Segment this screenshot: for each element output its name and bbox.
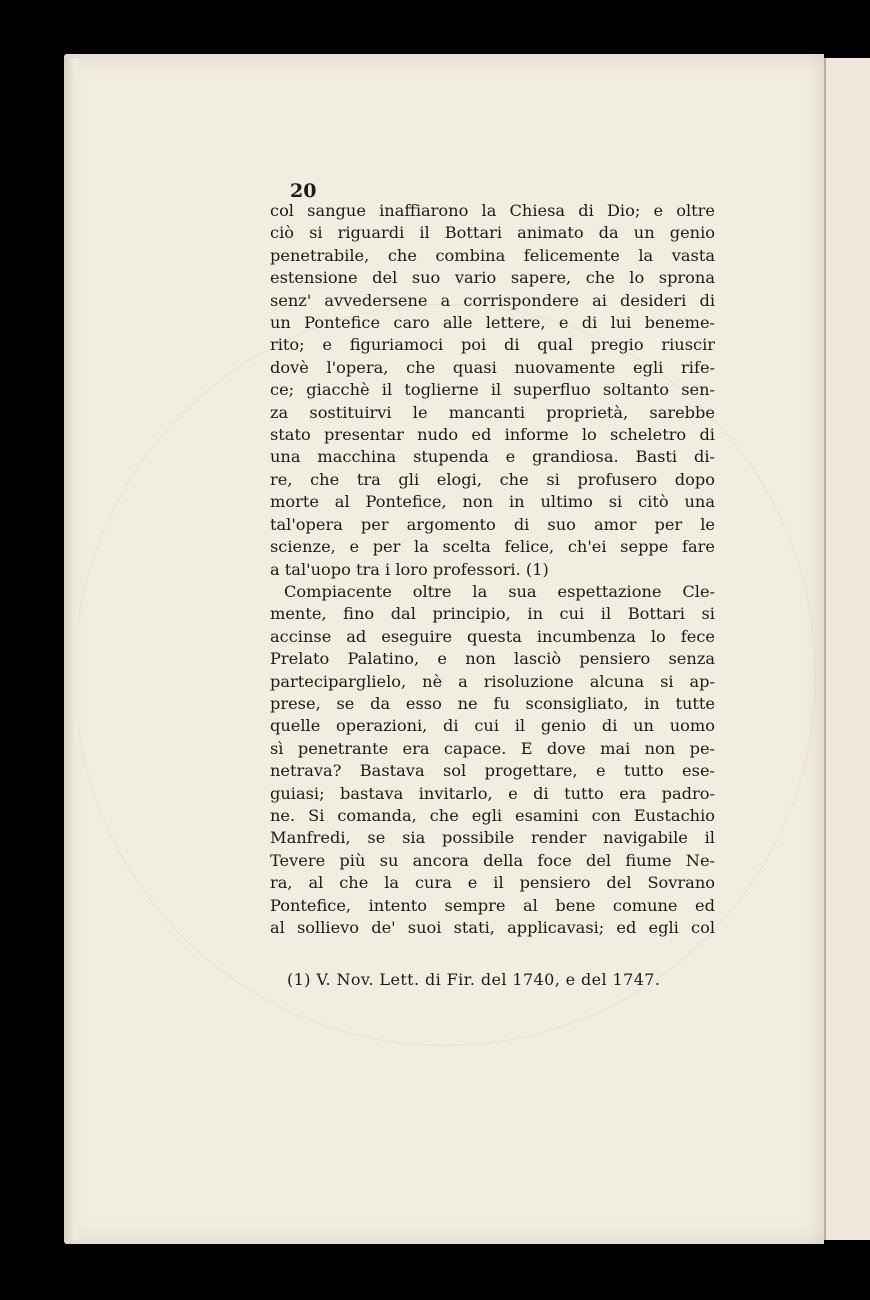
- text-line: Compiacente oltre la sua espettazione Cle-: [284, 581, 715, 601]
- adjacent-page-edge: [824, 58, 870, 1240]
- text-line: za sostituirvi le mancanti proprietà, sarebbe: [270, 402, 715, 422]
- text-line: scienze, e per la scelta felice, ch'ei seppe fare: [270, 537, 715, 557]
- text-line: a tal'uopo tra i loro professori. (1): [270, 559, 549, 579]
- text-line: ra, al che la cura e il pensiero del Sovrano: [270, 873, 715, 893]
- text-line: guiasi; bastava invitarlo, e di tutto era padro-: [270, 783, 715, 803]
- footnote: (1) V. Nov. Lett. di Fir. del 1740, e del 1747.: [287, 970, 661, 989]
- text-line: penetrabile, che combina felicemente la vasta: [270, 245, 715, 265]
- text-line: re, che tra gli elogi, che si profusero dopo: [270, 469, 715, 489]
- text-line: al sollievo de' suoi stati, applicavasi; ed egli col: [270, 918, 715, 937]
- text-line: senz' avvedersene a corrispondere ai desideri di: [270, 290, 715, 310]
- text-line: estensione del suo vario sapere, che lo sprona: [270, 268, 715, 288]
- body-text: [270, 200, 715, 939]
- text-line: netrava? Bastava sol progettare, e tutto ese-: [270, 761, 715, 781]
- text-line: Prelato Palatino, e non lasciò pensiero senza: [270, 649, 715, 669]
- text-line: parteciparglielo, nè a risoluzione alcuna si ap-: [270, 671, 715, 691]
- text-line: Manfredi, se sia possibile render navigabile il: [270, 828, 715, 848]
- text-line: sì penetrante era capace. E dove mai non pe-: [270, 738, 715, 758]
- text-line: ne. Si comanda, che egli esamini con Eustachio: [270, 805, 715, 825]
- text-line: col sangue inaffiarono la Chiesa di Dio; e oltre: [270, 201, 715, 220]
- text-line: tal'opera per argomento di suo amor per le: [270, 514, 715, 534]
- text-line: morte al Pontefice, non in ultimo si citò una: [270, 492, 715, 512]
- text-line: un Pontefice caro alle lettere, e di lui beneme-: [270, 313, 715, 333]
- text-line: rito; e figuriamoci poi di qual pregio riuscir: [270, 335, 715, 355]
- text-line: Tevere più su ancora della foce del fiume Ne-: [270, 850, 715, 870]
- text-line: prese, se da esso ne fu sconsigliato, in tutte: [270, 693, 715, 713]
- text-line: stato presentar nudo ed informe lo scheletro di: [270, 425, 715, 445]
- text-line: ce; giacchè il toglierne il superfluo soltanto sen-: [270, 380, 715, 400]
- text-line: accinse ad eseguire questa incumbenza lo fece: [270, 626, 715, 646]
- text-line: Pontefice, intento sempre al bene comune ed: [270, 895, 715, 915]
- page-fold-shadow: [64, 58, 78, 1240]
- text-line: ciò si riguardi il Bottari animato da un genio: [270, 223, 715, 243]
- page-number: 20: [290, 180, 317, 202]
- text-line: quelle operazioni, di cui il genio di un uomo: [270, 716, 715, 736]
- text-line: dovè l'opera, che quasi nuovamente egli rife-: [270, 357, 715, 377]
- text-line: mente, fino dal principio, in cui il Bottari si: [270, 604, 715, 624]
- text-line: una macchina stupenda e grandiosa. Basti di-: [270, 447, 715, 467]
